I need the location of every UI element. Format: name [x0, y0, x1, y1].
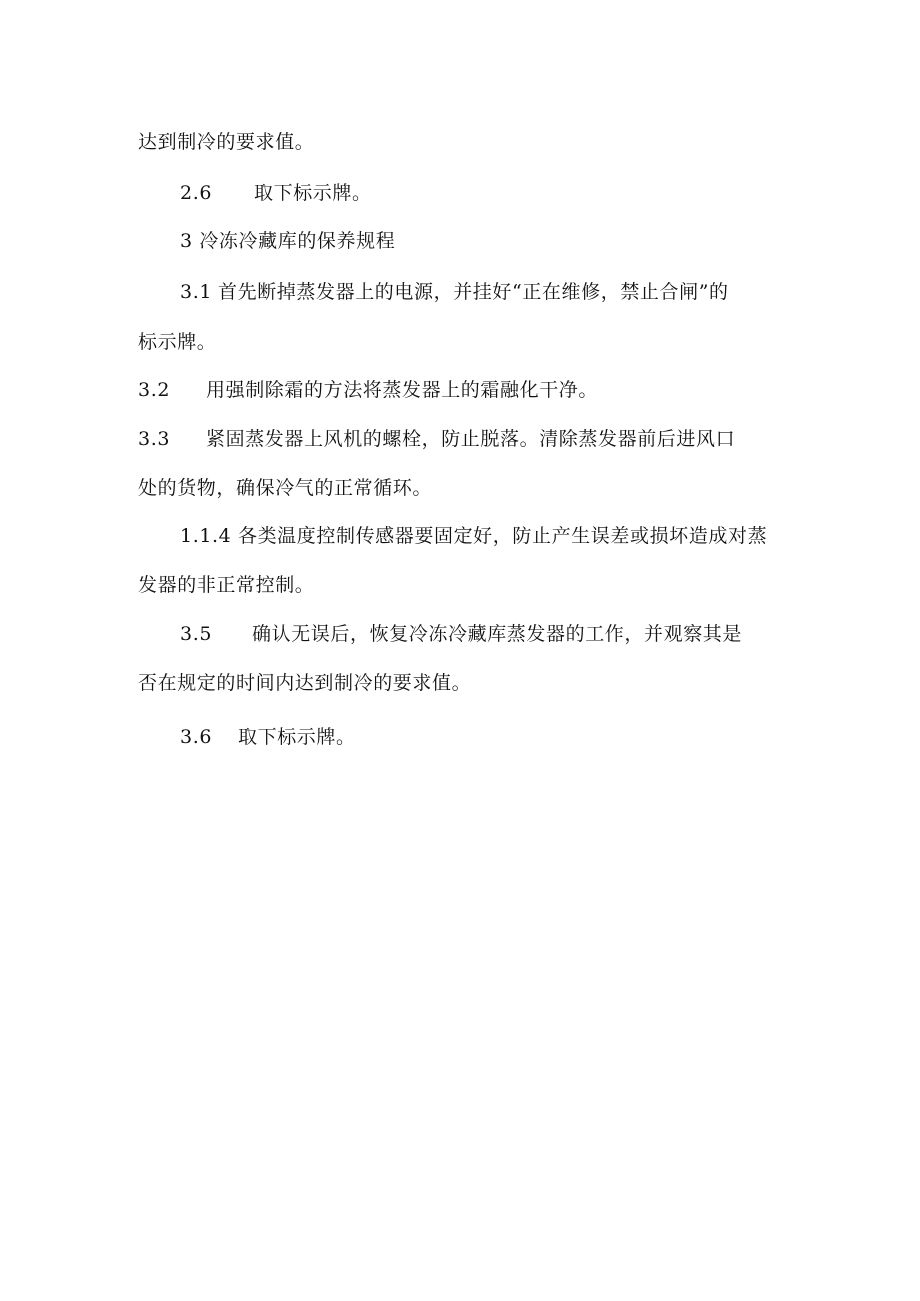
paragraph-line — [138, 573, 314, 597]
line-text: 紧固蒸发器上风机的螺栓，防止脱落。清除蒸发器前后进风口 — [206, 428, 736, 450]
line-text: 1.1.4 各类温度控制传感器要固定好，防止产生误差或损坏造成对蒸 — [180, 525, 768, 547]
section-heading-3 — [180, 229, 395, 253]
section-number: 3.3 — [138, 428, 171, 450]
line-text: 用强制除霜的方法将蒸发器上的霜融化干净。 — [206, 379, 599, 401]
section-3-1 — [180, 280, 729, 304]
line-text: 取下标示牌。 — [238, 726, 356, 748]
section-2-6 — [180, 181, 372, 205]
section-3-3 — [138, 427, 735, 451]
line-text: 确认无误后，恢复冷冻冷藏库蒸发器的工作，并观察其是 — [252, 623, 743, 645]
section-number: 3.6 — [180, 726, 213, 748]
line-text: 发器的非正常控制。 — [138, 574, 315, 596]
paragraph-line — [138, 130, 314, 154]
paragraph-line — [138, 671, 471, 695]
section-3-2 — [138, 378, 598, 402]
line-text: 首先断掉蒸发器上的电源，并挂好“正在维修，禁止合闸”的 — [218, 281, 729, 303]
paragraph-line — [138, 476, 432, 500]
section-number: 3.1 — [180, 281, 213, 303]
section-number: 3.5 — [180, 623, 213, 645]
line-text: 处的货物，确保冷气的正常循环。 — [138, 477, 433, 499]
line-text: 标示牌。 — [138, 331, 217, 353]
section-number: 2.6 — [180, 182, 213, 204]
section-3-5 — [180, 622, 742, 646]
line-text: 取下标示牌。 — [254, 182, 372, 204]
line-text: 达到制冷的要求值。 — [138, 131, 315, 153]
line-text: 否在规定的时间内达到制冷的要求值。 — [138, 672, 472, 694]
section-3-6 — [180, 725, 356, 749]
heading-text: 3 冷冻冷藏库的保养规程 — [180, 230, 396, 252]
section-number: 3.2 — [138, 379, 171, 401]
paragraph-line — [138, 330, 216, 354]
section-1-1-4 — [180, 524, 767, 548]
